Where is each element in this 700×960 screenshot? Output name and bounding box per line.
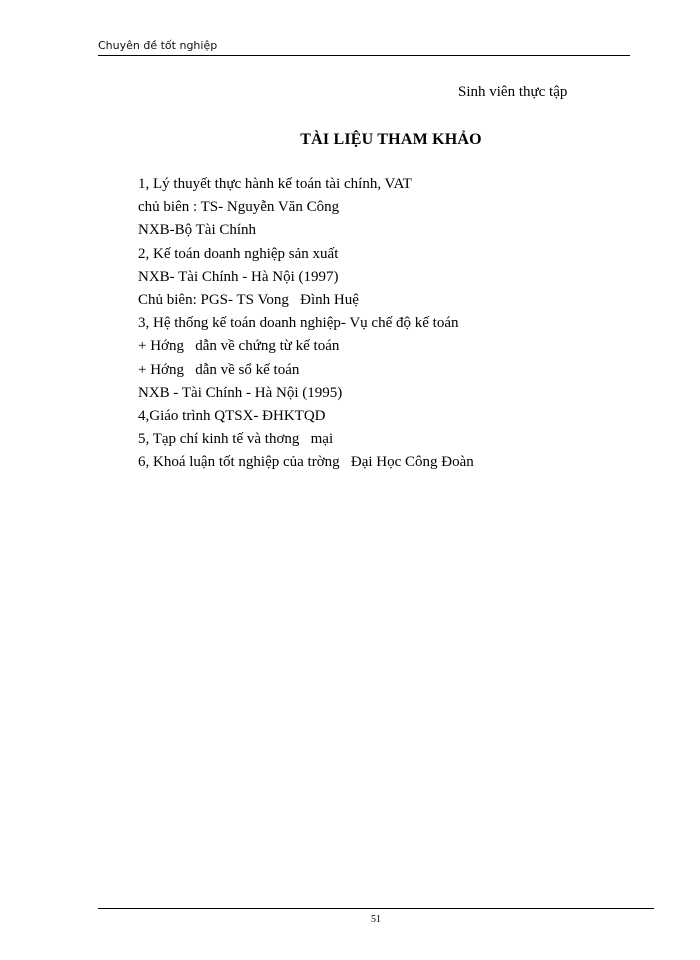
reference-item: 6, Khoá luận tốt nghiệp của trờng Đại Học Công Đoàn xyxy=(138,454,474,471)
reference-list xyxy=(138,173,638,474)
header-text: Chuyên đề tốt nghiệp xyxy=(98,39,218,52)
reference-item: 1, Lý thuyết thực hành kế toán tài chính, VAT xyxy=(138,176,412,192)
reference-item: 5, Tạp chí kinh tế và thơng mại xyxy=(138,431,334,448)
page-header xyxy=(98,33,630,56)
reference-item: NXB-Bộ Tài Chính xyxy=(138,222,257,239)
signature-label: Sinh viên thực tập xyxy=(458,84,568,100)
reference-item: NXB - Tài Chính - Hà Nội (1995) xyxy=(138,384,343,401)
reference-item: + Hớng dẫn về sổ kế toán xyxy=(138,361,300,378)
reference-item: Chủ biên: PGS- TS Vong Đình Huệ xyxy=(138,291,359,308)
page-footer xyxy=(98,908,654,925)
reference-item: NXB- Tài Chính - Hà Nội (1997) xyxy=(138,268,339,285)
reference-item: 3, Hệ thống kế toán doanh nghiệp- Vụ chế độ kế toán xyxy=(138,315,459,332)
page-title: TÀI LIỆU THAM KHẢO xyxy=(300,131,482,148)
reference-item: 4,Giáo trình QTSX- ĐHKTQD xyxy=(138,407,326,424)
reference-item: 2, Kế toán doanh nghiệp sản xuất xyxy=(138,245,339,262)
page-number: 51 xyxy=(371,914,381,925)
page-title-row xyxy=(0,131,700,149)
reference-item: + Hớng dẫn về chứng từ kế toán xyxy=(138,338,340,355)
reference-item: chủ biên : TS- Nguyễn Văn Công xyxy=(138,199,340,216)
